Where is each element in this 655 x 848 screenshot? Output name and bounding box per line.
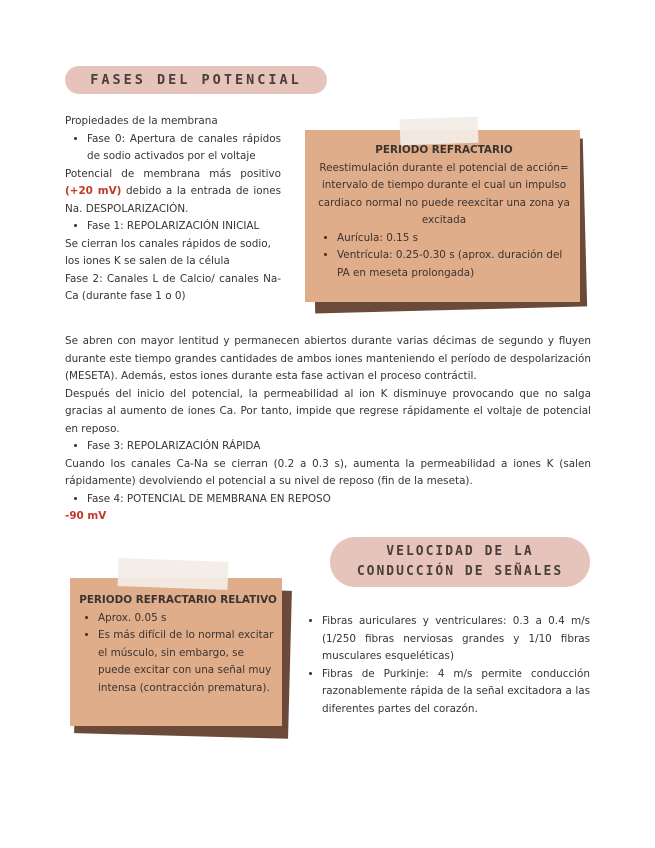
fase3-list [65, 438, 591, 456]
fase1-item: • Fase 1: REPOLARIZACIÓN INICIAL [87, 218, 281, 236]
note-text: Reestimulación durante el potencial de acción= intervalo de tiempo durante el cual un impulso cardiaco normal no puede reexcitar una zona ya excitada [318, 161, 570, 226]
fase4-value: -90 mV [65, 510, 107, 522]
tape [118, 558, 229, 590]
fase3-item: • Fase 3: REPOLARIZACIÓN RÁPIDA [87, 438, 591, 456]
mid-block [65, 333, 591, 526]
potencial-text: Potencial de membrana más positivo (+20 mV) debido a la entrada de iones Na. DESPOLARIZACIÓN. [65, 167, 282, 215]
note-periodo-relativo [70, 560, 292, 738]
fase1-list [65, 218, 281, 236]
velocidad-list [300, 613, 590, 718]
note-title: PERIODO REFRACTARIO RELATIVO [79, 594, 277, 606]
velocidad-item: • Fibras auriculares y ventriculares: 0.3 a 0.4 m/s (1/250 fibras nerviosas grandes y 1/10 fibras musculares esqueléticas) [322, 613, 590, 666]
paragraph-potasio: Después del inicio del potencial, la permeabilidad al ion K disminuye provocando que no salga gracias al aumento de iones Ca. Por tanto, impide que regrese rápidamente el voltaje de potencial en reposo. [65, 387, 591, 435]
section-title-fases: FASES DEL POTENCIAL [65, 66, 327, 94]
fase2-text: Fase 2: Canales L de Calcio/ canales Na-Ca (durante fase 1 o 0) [65, 272, 281, 302]
note-item: • Aurícula: 0.15 s [337, 230, 573, 248]
left-block [65, 113, 281, 306]
note-periodo-refractario [305, 118, 590, 314]
fase3-text: Cuando los canales Ca-Na se cierran (0.2 a 0.3 s), aumenta la permeabilidad a iones K (salen rápidamente) devolviendo el potencial a su nivel de reposo (fin de la meseta). [65, 457, 591, 487]
paragraph-meseta: Se abren con mayor lentitud y permanecen abiertos durante varias décimas de segundo y fluyen durante este tiempo grandes cantidades de ambos iones manteniendo el período de despolarización (MESETA). Además, estos iones durante esta fase activan el proceso contráctil. [65, 335, 591, 382]
fase0-list [65, 131, 281, 166]
props-label: Propiedades de la membrana [65, 115, 218, 127]
note-list [315, 230, 573, 283]
note-title: PERIODO REFRACTARIO [375, 144, 513, 156]
potencial-value: (+20 mV) [65, 185, 122, 197]
fase4-list [65, 491, 591, 509]
note-item: • Es más difícil de lo normal excitar el músculo, sin embargo, se puede excitar con una señal muy intensa (contracción prematura). [98, 627, 278, 697]
fase4-item: • Fase 4: POTENCIAL DE MEMBRANA EN REPOSO [87, 491, 591, 509]
note-list [78, 610, 278, 698]
velocidad-block [300, 613, 590, 718]
note-item: • Ventrícula: 0.25-0.30 s (aprox. duración del PA en meseta prolongada) [337, 247, 573, 282]
section-title-velocidad: VELOCIDAD DE LA CONDUCCIÓN DE SEÑALES [330, 537, 590, 587]
velocidad-item: • Fibras de Purkinje: 4 m/s permite conducción razonablemente rápida de la señal excitadora a las diferentes partes del corazón. [322, 666, 590, 719]
note-item: • Aprox. 0.05 s [98, 610, 278, 628]
fase0-item: • Fase 0: Apertura de canales rápidos de sodio activados por el voltaje [87, 131, 281, 166]
fase1-text: Se cierran los canales rápidos de sodio, los iones K se salen de la célula [65, 237, 271, 267]
